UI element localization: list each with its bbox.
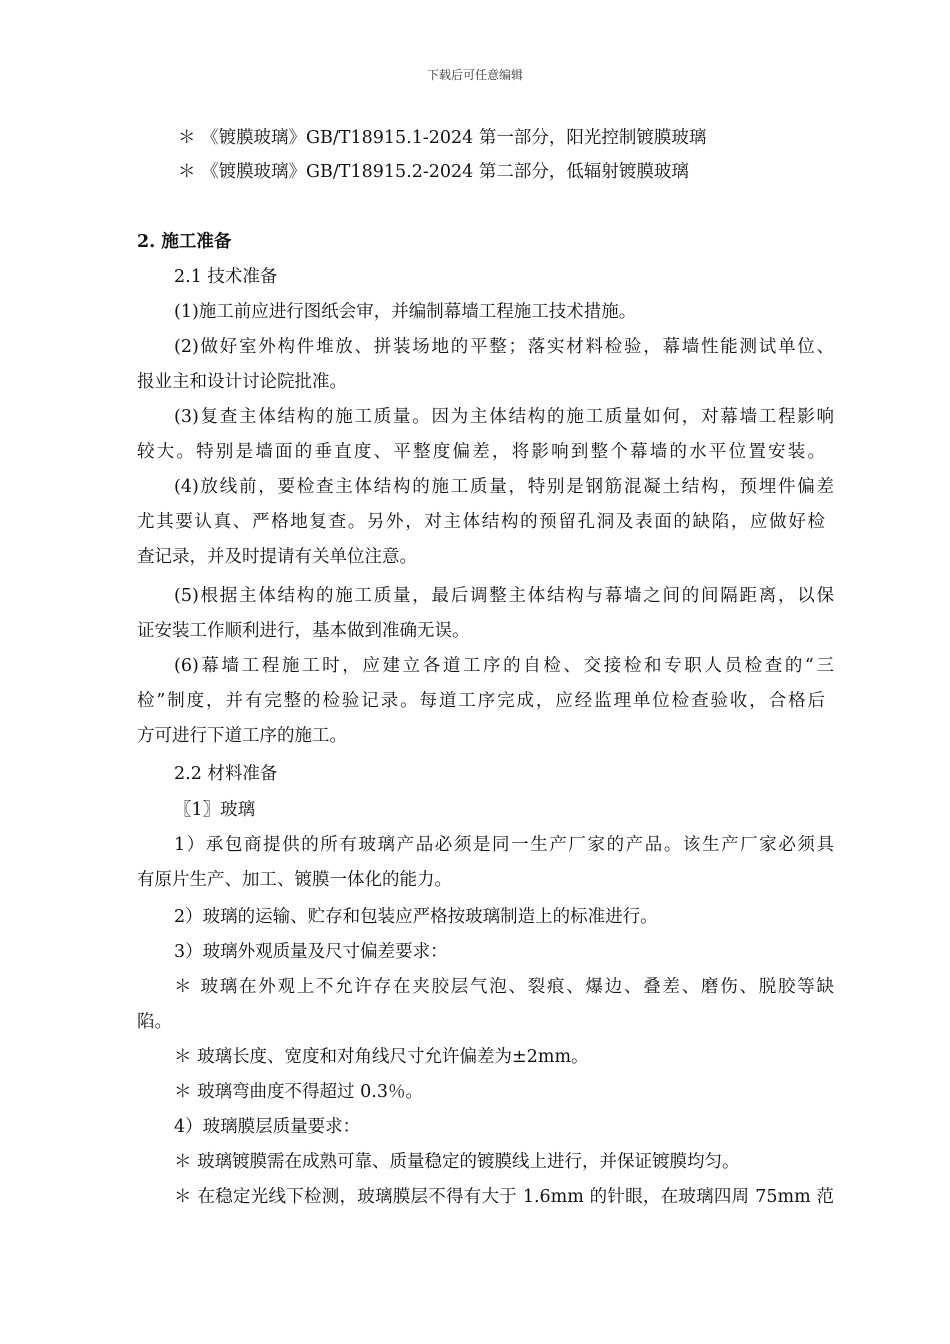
item-heading: 〖1〗玻璃 [174, 800, 256, 820]
paragraph-line: 1）承包商提供的所有玻璃产品必须是同一生产厂家的产品。该生产厂家必须具 [174, 835, 834, 855]
paragraph-line: (2)做好室外构件堆放、拼装场地的平整；落实材料检验，幕墙性能测试单位、 [174, 337, 834, 357]
paragraph-line: 方可进行下道工序的施工。 [137, 726, 347, 746]
paragraph-line: 报业主和设计讨论院批准。 [137, 372, 347, 392]
bullet-item: ＊ 玻璃在外观上不允许存在夹胶层气泡、裂痕、爆边、叠差、磨伤、脱胶等缺 [174, 977, 834, 997]
paragraph-line: 3）玻璃外观质量及尺寸偏差要求： [174, 942, 448, 962]
bullet-item: ＊ 在稳定光线下检测，玻璃膜层不得有大于 1.6mm 的针眼，在玻璃四周 75mm 范 [174, 1187, 834, 1207]
paragraph-line: 较大。特别是墙面的垂直度、平整度偏差，将影响到整个幕墙的水平位置安装。 [137, 442, 825, 462]
paragraph-line: (4)放线前，要检查主体结构的施工质量，特别是钢筋混凝土结构，预埋件偏差 [174, 477, 834, 497]
paragraph-line: (5)根据主体结构的施工质量，最后调整主体结构与幕墙之间的间隔距离，以保 [174, 586, 834, 606]
paragraph-line: 证安装工作顺利进行，基本做到准确无误。 [137, 621, 470, 641]
bullet-item: ＊ 玻璃弯曲度不得超过 0.3％。 [174, 1082, 423, 1102]
paragraph-line: 尤其要认真、严格地复查。另外，对主体结构的预留孔洞及表面的缺陷，应做好检 [137, 512, 825, 532]
bullet-item: ＊ 玻璃镀膜需在成熟可靠、质量稳定的镀膜线上进行，并保证镀膜均匀。 [174, 1152, 740, 1172]
section-heading: 2. 施工准备 [137, 232, 232, 252]
paragraph-line: 陷。 [137, 1012, 172, 1032]
page-header: 下载后可任意编辑 [426, 68, 523, 82]
paragraph-line: (3)复查主体结构的施工质量。因为主体结构的施工质量如何，对幕墙工程影响 [174, 407, 834, 427]
paragraph-line: 4）玻璃膜层质量要求： [174, 1117, 361, 1137]
paragraph-line: 2）玻璃的运输、贮存和包装应严格按玻璃制造上的标准进行。 [174, 907, 658, 927]
standard-item-1: ＊ 《镀膜玻璃》GB/T18915.1-2024 第一部分，阳光控制镀膜玻璃 [178, 128, 707, 148]
subsection-heading: 2.2 材料准备 [174, 764, 278, 784]
subsection-heading: 2.1 技术准备 [174, 267, 278, 287]
paragraph-line: (1)施工前应进行图纸会审，并编制幕墙工程施工技术措施。 [174, 302, 637, 322]
bullet-item: ＊ 玻璃长度、宽度和对角线尺寸允许偏差为±2mm。 [174, 1047, 589, 1067]
standard-item-2: ＊ 《镀膜玻璃》GB/T18915.2-2024 第二部分，低辐射镀膜玻璃 [178, 162, 689, 182]
paragraph-line: (6)幕墙工程施工时，应建立各道工序的自检、交接检和专职人员检查的“三 [174, 656, 834, 676]
paragraph-line: 查记录，并及时提请有关单位注意。 [137, 547, 417, 567]
paragraph-line: 有原片生产、加工、镀膜一体化的能力。 [137, 870, 452, 890]
paragraph-line: 检”制度，并有完整的检验记录。每道工序完成，应经监理单位检查验收，合格后 [137, 691, 825, 711]
